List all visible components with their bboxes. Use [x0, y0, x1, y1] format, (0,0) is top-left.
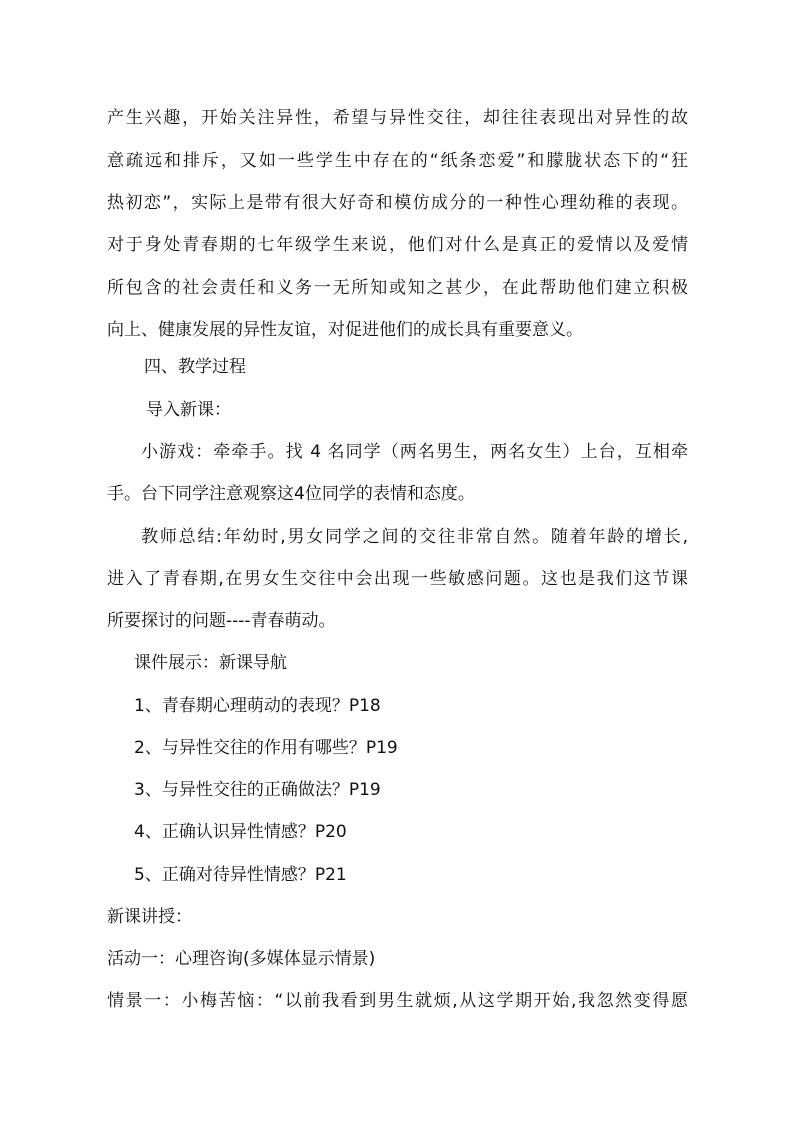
intro-paragraph-line-2: 意疏远和排斥，又如一些学生中存在的“纸条恋爱”和朦胧状态下的“狂: [107, 151, 688, 171]
courseware-item: 1、青春期心理萌动的表现？P18: [134, 696, 381, 716]
activity-one-heading: 活动一：心理咨询(多媒体显示情景): [107, 949, 376, 969]
intro-paragraph-line-1: 产生兴趣，开始关注异性，希望与异性交往，却往往表现出对异性的故: [107, 108, 688, 128]
courseware-item: 4、正确认识异性情感？P20: [134, 822, 347, 842]
courseware-item: 2、与异性交往的作用有哪些？P19: [134, 738, 398, 758]
new-lesson-label: 新课讲授：: [107, 907, 192, 927]
game-line-2: 手。台下同学注意观察这4位同学的表情和态度。: [107, 484, 475, 504]
teacher-summary-line-2: 进入了青春期,在男女生交往中会出现一些敏感问题。这也是我们这节课: [107, 569, 688, 589]
intro-paragraph-line-5: 所包含的社会责任和义务一无所知或知之甚少，在此帮助他们建立积极: [107, 278, 688, 298]
section-heading: 四、教学过程: [144, 357, 246, 377]
courseware-item: 5、正确对待异性情感？P21: [134, 865, 347, 885]
scenario-one-line: 情景一：小梅苦恼：“以前我看到男生就烦,从这学期开始,我忽然变得愿: [107, 991, 688, 1011]
game-line-1: 小游戏：牵牵手。找 4 名同学（两名男生，两名女生）上台，互相牵: [141, 442, 688, 462]
intro-paragraph-line-6: 向上、健康发展的异性友谊，对促进他们的成长具有重要意义。: [107, 320, 583, 340]
intro-paragraph-line-4: 对于身处青春期的七年级学生来说，他们对什么是真正的爱情以及爱情: [107, 235, 688, 255]
teacher-summary-line-3: 所要探讨的问题----青春萌动。: [107, 611, 336, 631]
courseware-title: 课件展示：新课导航: [134, 653, 287, 673]
courseware-item: 3、与异性交往的正确做法？P19: [134, 780, 381, 800]
intro-paragraph-line-3: 热初恋”，实际上是带有很大好奇和模仿成分的一种性心理幼稚的表现。: [107, 193, 688, 213]
intro-label: 导入新课：: [146, 400, 231, 420]
teacher-summary-line-1: 教师总结:年幼时,男女同学之间的交往非常自然。随着年龄的增长,: [141, 527, 688, 547]
